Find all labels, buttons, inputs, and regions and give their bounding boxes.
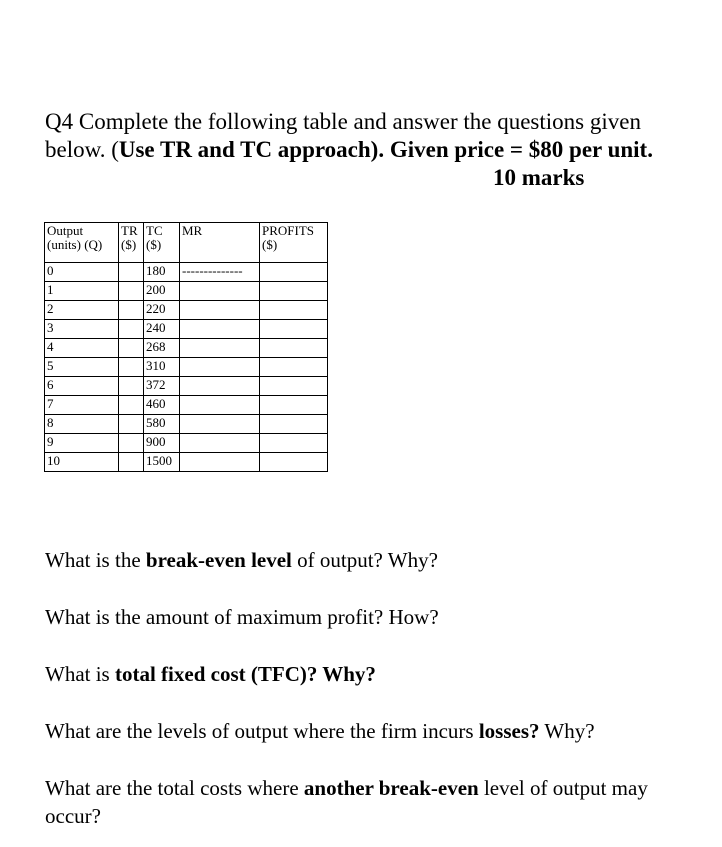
cell-tr xyxy=(119,358,144,377)
cell-tr xyxy=(119,282,144,301)
cell-profits xyxy=(260,453,328,472)
cell-output: 5 xyxy=(45,358,119,377)
question-another-break-even: What are the total costs where another break-even level of output may occur? xyxy=(45,776,648,828)
cell-mr xyxy=(180,434,260,453)
cell-tr xyxy=(119,377,144,396)
cell-output: 4 xyxy=(45,339,119,358)
cell-profits xyxy=(260,263,328,282)
cell-tc: 1500 xyxy=(144,453,180,472)
cell-mr xyxy=(180,282,260,301)
table-row xyxy=(45,358,328,377)
question-tfc: What is total fixed cost (TFC)? Why? xyxy=(45,662,376,686)
table-row xyxy=(45,396,328,415)
cell-tc: 180 xyxy=(144,263,180,282)
question-max-profit: What is the amount of maximum profit? How? xyxy=(45,605,439,629)
cell-mr xyxy=(180,301,260,320)
cell-output: 8 xyxy=(45,415,119,434)
cell-mr xyxy=(180,453,260,472)
cell-tr xyxy=(119,415,144,434)
cell-profits xyxy=(260,415,328,434)
cell-output: 9 xyxy=(45,434,119,453)
cell-profits xyxy=(260,396,328,415)
header-tr: TR ($) xyxy=(119,223,144,263)
question-losses: What are the levels of output where the firm incurs losses? Why? xyxy=(45,719,595,743)
cell-profits xyxy=(260,434,328,453)
table-row xyxy=(45,301,328,320)
cell-profits xyxy=(260,358,328,377)
table-row xyxy=(45,434,328,453)
cell-mr xyxy=(180,415,260,434)
header-mr: MR xyxy=(180,223,260,263)
cell-tr xyxy=(119,301,144,320)
cell-tc: 200 xyxy=(144,282,180,301)
cell-profits xyxy=(260,320,328,339)
cell-output: 6 xyxy=(45,377,119,396)
question-bold-text: Use TR and TC approach). Given price = $80 per unit. xyxy=(118,137,653,162)
cell-tc: 580 xyxy=(144,415,180,434)
cell-mr xyxy=(180,358,260,377)
cell-mr xyxy=(180,396,260,415)
cell-tr xyxy=(119,453,144,472)
cell-profits xyxy=(260,339,328,358)
cell-tr xyxy=(119,320,144,339)
header-profits: PROFITS ($) xyxy=(260,223,328,263)
cell-profits xyxy=(260,377,328,396)
table-row xyxy=(45,263,328,282)
table-row xyxy=(45,339,328,358)
table-row xyxy=(45,415,328,434)
cell-tc: 900 xyxy=(144,434,180,453)
cell-tc: 460 xyxy=(144,396,180,415)
cell-tr xyxy=(119,434,144,453)
table-row xyxy=(45,377,328,396)
table-row xyxy=(45,282,328,301)
question-heading xyxy=(45,108,705,190)
cell-output: 2 xyxy=(45,301,119,320)
cell-tr xyxy=(119,396,144,415)
cell-tc: 268 xyxy=(144,339,180,358)
cell-mr xyxy=(180,320,260,339)
cell-tc: 240 xyxy=(144,320,180,339)
header-output: Output (units) (Q) xyxy=(45,223,119,263)
cost-table xyxy=(44,222,328,472)
table-row xyxy=(45,453,328,472)
question-intro: Q4 Complete the following table and answer the questions given below. ( xyxy=(45,109,641,162)
table-header-row xyxy=(45,223,328,263)
cell-mr xyxy=(180,339,260,358)
cell-tc: 310 xyxy=(144,358,180,377)
cell-tc: 220 xyxy=(144,301,180,320)
table-row xyxy=(45,320,328,339)
cell-output: 10 xyxy=(45,453,119,472)
header-tc: TC ($) xyxy=(144,223,180,263)
cell-tr xyxy=(119,339,144,358)
cell-profits xyxy=(260,301,328,320)
cell-mr xyxy=(180,377,260,396)
cell-output: 1 xyxy=(45,282,119,301)
cell-mr: -------------- xyxy=(180,263,260,282)
cell-output: 3 xyxy=(45,320,119,339)
cell-tr xyxy=(119,263,144,282)
cell-output: 7 xyxy=(45,396,119,415)
question-break-even: What is the break-even level of output? Why? xyxy=(45,548,438,572)
cell-profits xyxy=(260,282,328,301)
cell-output: 0 xyxy=(45,263,119,282)
cell-tc: 372 xyxy=(144,377,180,396)
marks-label: 10 marks xyxy=(493,165,585,190)
